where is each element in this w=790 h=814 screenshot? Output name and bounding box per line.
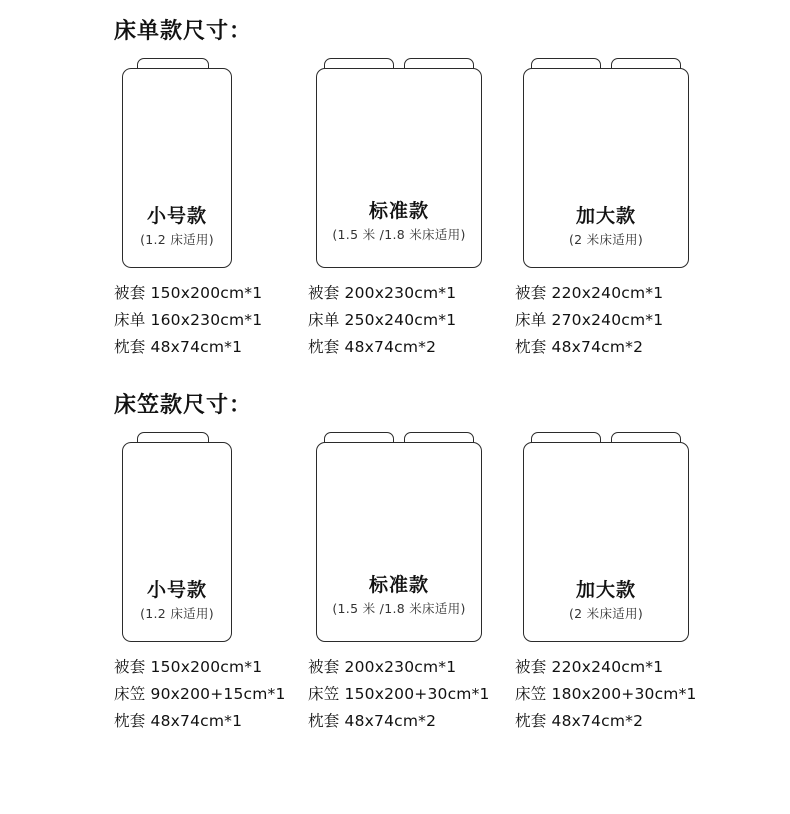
spec-line: 被套 200x230cm*1 — [308, 284, 457, 302]
spec-line: 枕套 48x74cm*2 — [308, 712, 437, 730]
section-title-fitted: 床笠款尺寸： — [114, 393, 253, 418]
bed-label-standard — [308, 198, 490, 246]
spec-line: 枕套 48x74cm*2 — [515, 338, 644, 356]
spec-line: 被套 150x200cm*1 — [114, 284, 263, 302]
spec-list-sheet-king — [515, 280, 745, 361]
bed-illustration-king — [515, 432, 745, 647]
bed-card-sheet-standard — [308, 58, 538, 356]
section-fitted-style — [0, 374, 790, 730]
bed-row-sheet — [0, 58, 790, 356]
bed-illustration-king — [515, 58, 745, 273]
spec-line: 床笠 90x200+15cm*1 — [114, 685, 286, 703]
spec-line: 枕套 48x74cm*1 — [114, 338, 243, 356]
bed-label-small — [114, 203, 240, 251]
spec-line: 枕套 48x74cm*2 — [308, 338, 437, 356]
bed-name: 加大款 — [575, 205, 636, 227]
spec-line: 被套 220x240cm*1 — [515, 284, 664, 302]
spec-line: 枕套 48x74cm*2 — [515, 712, 644, 730]
section-sheet-style — [0, 0, 790, 356]
bed-sub: (2 米床适用) — [568, 606, 644, 621]
bed-sub: (1.5 米 /1.8 米床适用) — [332, 227, 466, 242]
bed-label-king — [515, 203, 697, 251]
bed-row-fitted — [0, 432, 790, 730]
bed-card-fitted-standard — [308, 432, 538, 730]
spec-line: 床单 250x240cm*1 — [308, 311, 457, 329]
spec-line: 被套 200x230cm*1 — [308, 658, 457, 676]
spec-list-fitted-king — [515, 654, 745, 735]
bed-name: 小号款 — [146, 579, 207, 601]
bed-name: 加大款 — [575, 579, 636, 601]
spec-line: 床笠 150x200+30cm*1 — [308, 685, 490, 703]
bed-card-fitted-king — [515, 432, 745, 730]
bed-illustration-standard — [308, 432, 538, 647]
bed-sub: (1.2 床适用) — [140, 232, 214, 247]
bed-sub: (1.5 米 /1.8 米床适用) — [332, 601, 466, 616]
spec-list-fitted-standard — [308, 654, 538, 735]
bed-label-standard — [308, 572, 490, 620]
bed-sub: (2 米床适用) — [568, 232, 644, 247]
bed-name: 标准款 — [368, 200, 429, 222]
bed-card-sheet-king — [515, 58, 745, 356]
bed-label-small — [114, 577, 240, 625]
spec-list-sheet-standard — [308, 280, 538, 361]
spec-line: 被套 220x240cm*1 — [515, 658, 664, 676]
bed-name: 标准款 — [368, 574, 429, 596]
spec-line: 床单 160x230cm*1 — [114, 311, 263, 329]
bed-illustration-standard — [308, 58, 538, 273]
spec-line: 枕套 48x74cm*1 — [114, 712, 243, 730]
bed-sub: (1.2 床适用) — [140, 606, 214, 621]
bed-label-king — [515, 577, 697, 625]
spec-line: 床笠 180x200+30cm*1 — [515, 685, 697, 703]
spec-line: 床单 270x240cm*1 — [515, 311, 664, 329]
bed-name: 小号款 — [146, 205, 207, 227]
spec-line: 被套 150x200cm*1 — [114, 658, 263, 676]
section-title-sheet: 床单款尺寸： — [114, 19, 253, 44]
